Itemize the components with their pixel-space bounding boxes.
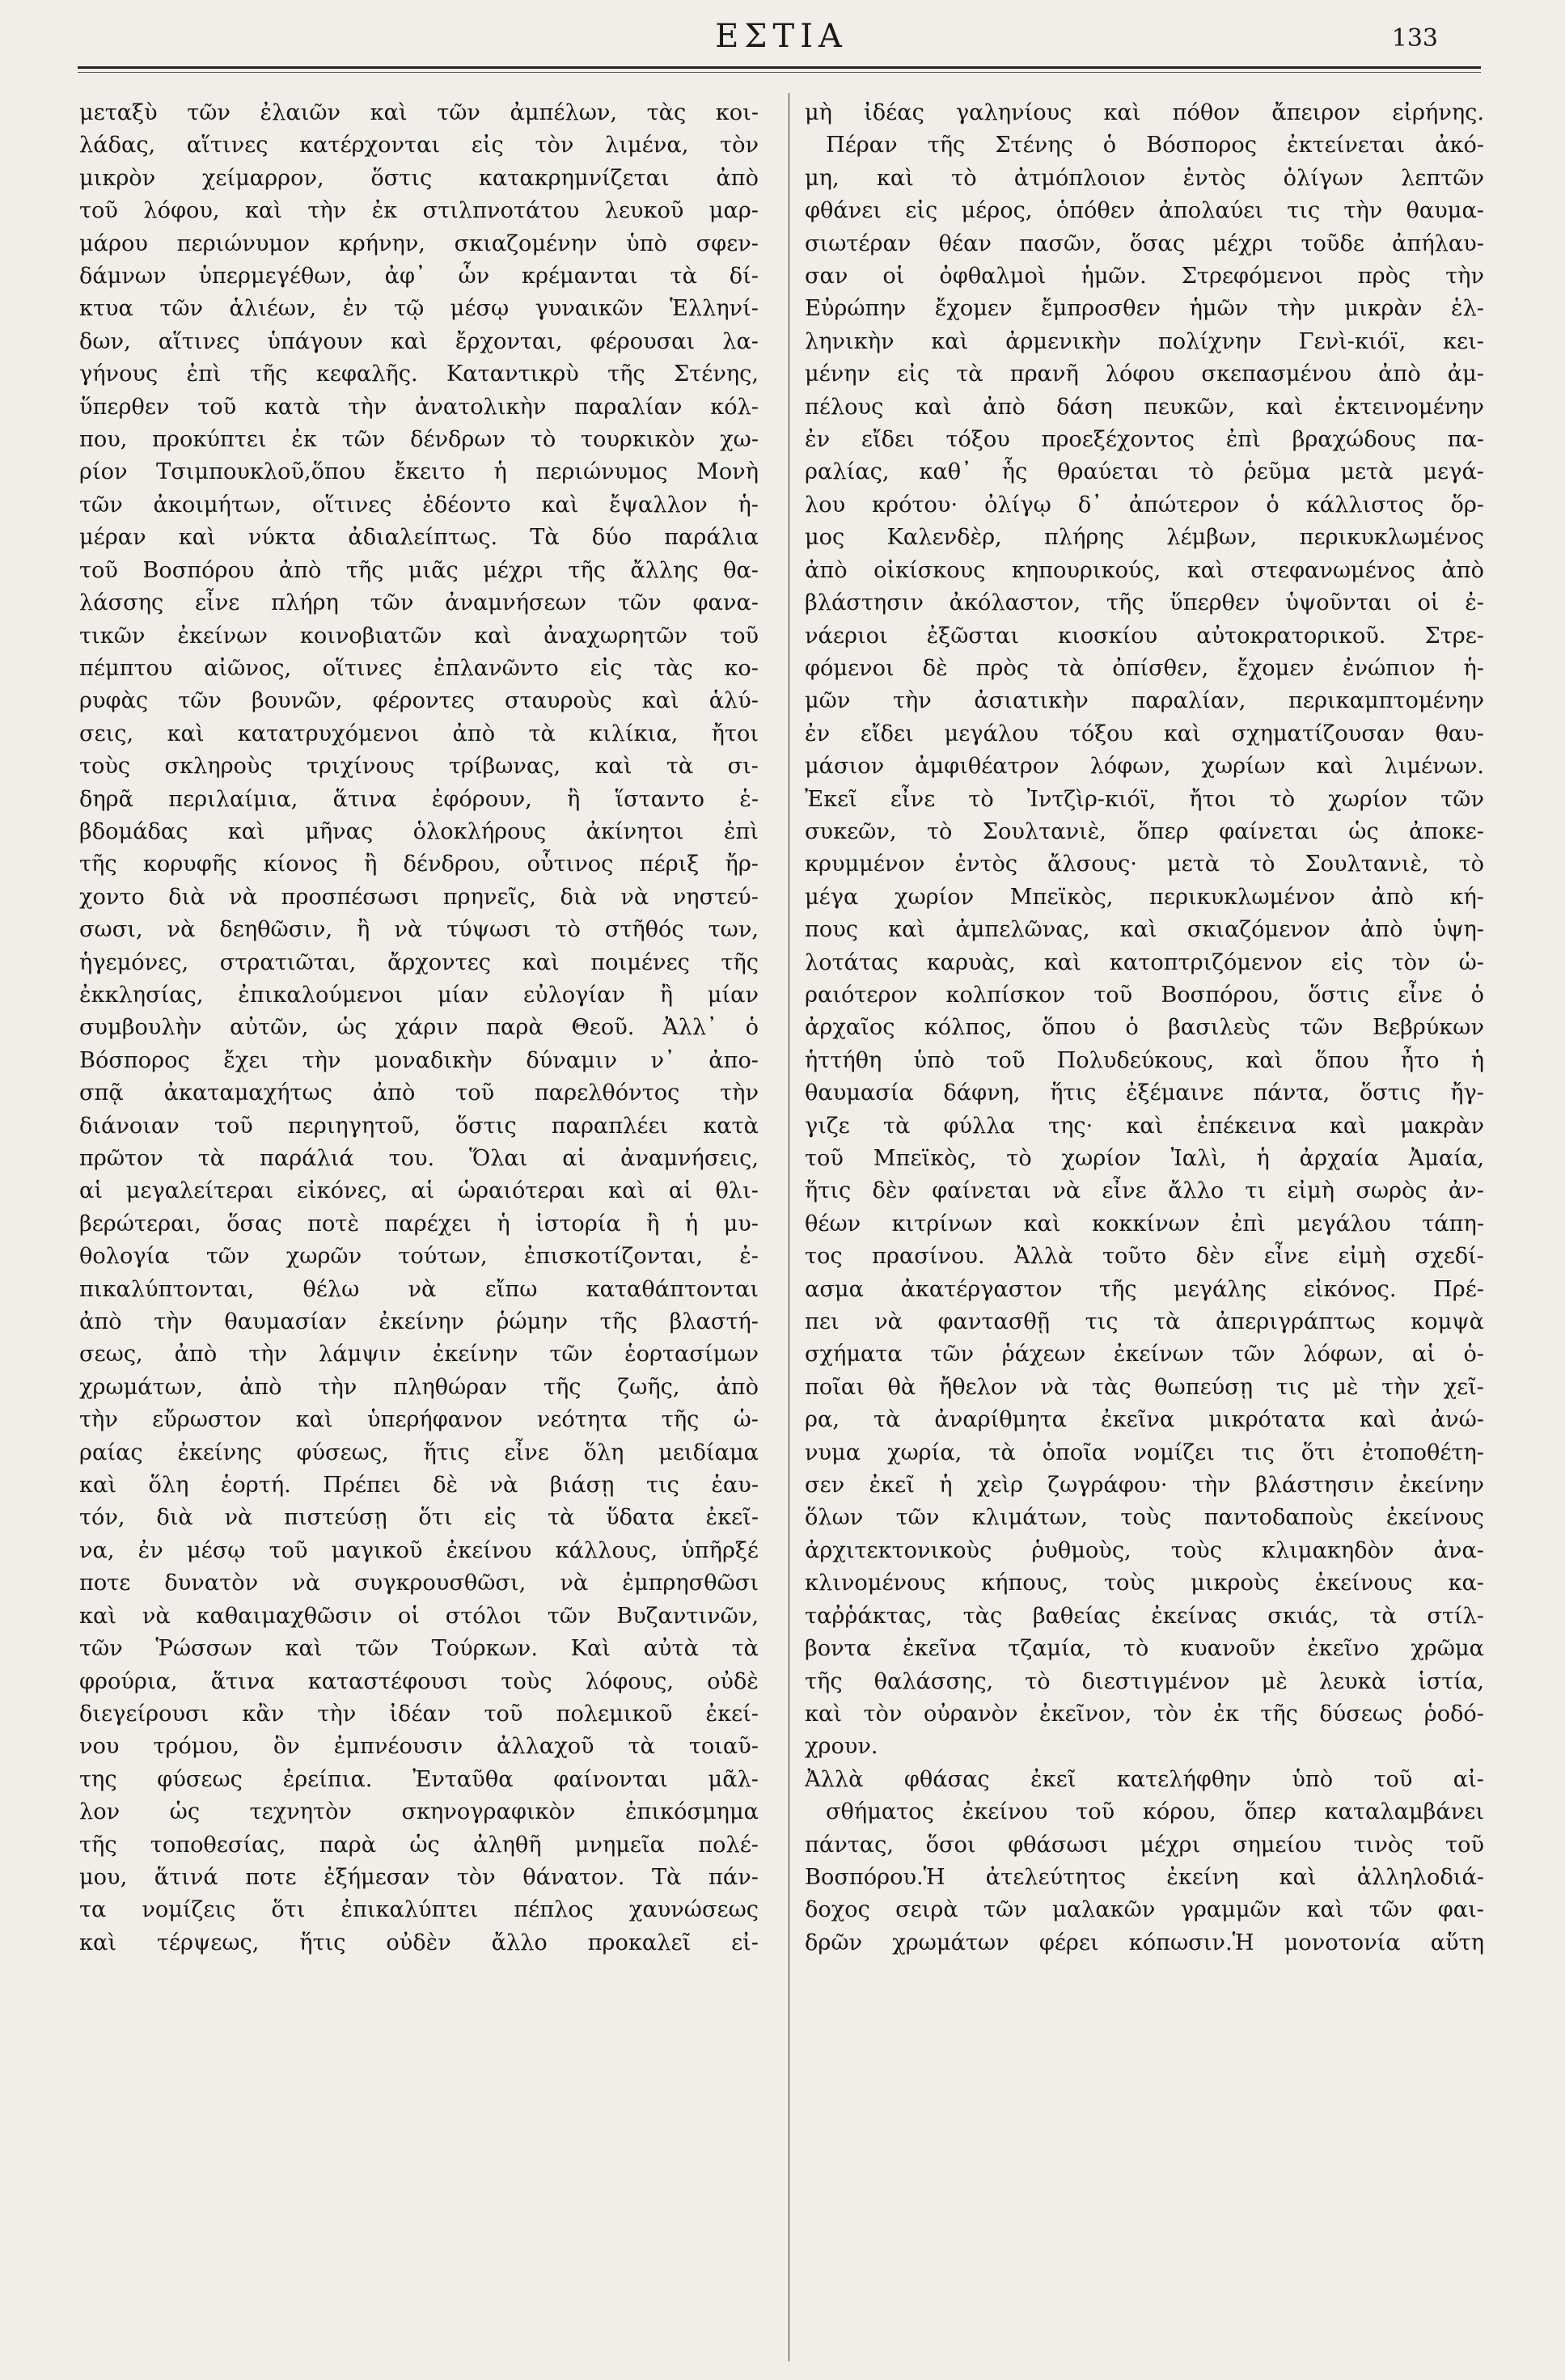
text-line: νου τρόμου, ὃν ἐμπνέουσιν ἀλλαχοῦ τὰ τοιαῦ-	[79, 1734, 759, 1760]
text-line: χοντο διὰ νὰ προσπέσωσι πρηνεῖς, διὰ νὰ νηστεύ-	[79, 884, 759, 910]
text-line: Πέραν τῆς Στένης ὁ Βόσπορος ἐκτείνεται ἀκό-	[826, 133, 1484, 159]
text-line: ασμα ἀκατέργαστον τῆς μεγάλης εἰκόνος. Πρέ-	[805, 1276, 1484, 1302]
text-column-right	[805, 97, 1484, 2353]
text-line: ὕπερθεν τοῦ κατὰ τὴν ἀνατολικὴν παραλίαν κόλ-	[79, 394, 759, 420]
text-line: που, προκύπτει ἐκ τῶν δένδρων τὸ τουρκικὸν χω-	[79, 427, 759, 453]
text-line: Εὐρώπην ἔχομεν ἔμπροσθεν ἡμῶν τὴν μικρὰν ἑλ-	[805, 296, 1484, 322]
text-line: ἀρχιτεκτονικοὺς ῥυθμοὺς, τοὺς κλιμακηδὸν ἀνα-	[805, 1537, 1484, 1563]
text-line: σιωτέραν θέαν πασῶν, ὅσας μέχρι τοῦδε ἀπήλαυ-	[805, 230, 1484, 256]
text-line: δοχος σειρὰ τῶν μαλακῶν γραμμῶν καὶ τῶν φαι-	[805, 1897, 1484, 1923]
text-line: μέραν καὶ νύκτα ἀδιαλείπτως. Τὰ δύο παράλια	[79, 525, 759, 551]
text-line: λάδας, αἵτινες κατέρχονται εἰς τὸν λιμένα, τὸν	[79, 133, 759, 159]
text-line: βοντα ἐκεῖνα τζαμία, τὸ κυανοῦν ἐκεῖνο χρῶμα	[805, 1636, 1484, 1662]
text-line: σωσι, νὰ δεηθῶσιν, ἢ νὰ τύψωσι τὸ στῆθός των,	[79, 917, 759, 943]
text-line: νυμα χωρία, τὰ ὁποῖα νομίζει τις ὅτι ἐτοποθέτη-	[805, 1439, 1484, 1465]
text-line: τοῦ Μπεϊκὸς, τὸ χωρίον Ἰαλὶ, ἡ ἀρχαία Ἀμαία,	[805, 1146, 1484, 1171]
header-rule-thin	[78, 72, 1481, 73]
text-line: ρίον Τσιμπουκλοῦ,ὅπου ἔκειτο ἡ περιώνυμος Μονὴ	[79, 459, 759, 485]
text-line: τα νομίζεις ὅτι ἐπικαλύπτει πέπλος χαυνώσεως	[79, 1897, 759, 1923]
text-line: της φύσεως ἐρείπια. Ἐνταῦθα φαίνονται μᾶλ-	[79, 1766, 759, 1792]
text-line: ὅλων τῶν κλιμάτων, τοὺς παντοδαποὺς ἐκείνους	[805, 1505, 1484, 1531]
text-line: βερώτεραι, ὅσας ποτὲ παρέχει ἡ ἱστορία ἢ ἡ μυ-	[79, 1211, 759, 1237]
text-line: πέμπτου αἰῶνος, οἵτινες ἐπλανῶντο εἰς τὰς κο-	[79, 655, 759, 681]
text-line: τόν, διὰ νὰ πιστεύσῃ ὅτι εἰς τὰ ὕδατα ἐκεῖ-	[79, 1505, 759, 1531]
text-line: φόμενοι δὲ πρὸς τὰ ὀπίσθεν, ἔχομεν ἐνώπιον ἡ-	[805, 655, 1484, 681]
text-line: ποῖαι θὰ ἤθελον νὰ τὰς θωπεύσῃ τις μὲ τὴν χεῖ-	[805, 1374, 1484, 1400]
text-line: ἐκκλησίας, ἐπικαλούμενοι μίαν εὐλογίαν ἢ μίαν	[79, 982, 759, 1008]
text-line: σχήματα τῶν ῥάχεων ἐκείνων τῶν λόφων, αἱ ὁ-	[805, 1342, 1484, 1368]
text-line: τῆς θαλάσσης, τὸ διεστιγμένον μὲ λευκὰ ἱστία,	[805, 1668, 1484, 1694]
text-line: μικρὸν χείμαρρον, ὅστις κατακρημνίζεται ἀπὸ	[79, 165, 759, 191]
text-line: σεν ἐκεῖ ἡ χεὶρ ζωγράφου· τὴν βλάστησιν ἐκείνην	[805, 1473, 1484, 1499]
text-line: ταῤῥάκτας, τὰς βαθείας ἐκείνας σκιάς, τὰ στίλ-	[805, 1603, 1484, 1629]
text-line: μεταξὺ τῶν ἐλαιῶν καὶ τῶν ἀμπέλων, τὰς κοι-	[79, 100, 759, 125]
text-line: λοτάτας καρυὰς, καὶ κατοπτριζόμενον εἰς τὸν ὡ-	[805, 949, 1484, 975]
text-line: μάσιον ἀμφιθέατρον λόφων, χωρίων καὶ λιμένων.	[805, 754, 1484, 780]
text-line: πικαλύπτονται, θέλω νὰ εἴπω καταθάπτονται	[79, 1276, 759, 1302]
text-line: ραιότερον κολπίσκον τοῦ Βοσπόρου, ὅστις εἶνε ὁ	[805, 982, 1484, 1008]
text-line: δάμνων ὑπερμεγέθων, ἀφ᾽ ὧν κρέμανται τὰ δί-	[79, 264, 759, 290]
text-line: μου, ἅτινά ποτε ἐξήμεσαν τὸν θάνατον. Τὰ πάν-	[79, 1864, 759, 1890]
text-line: δων, αἵτινες ὑπάγουν καὶ ἔρχονται, φέρουσαι λα-	[79, 328, 759, 354]
text-line: ραλίας, καθ᾽ ἧς θραύεται τὸ ῥεῦμα μετὰ μεγά-	[805, 459, 1484, 485]
text-line: βδομάδας καὶ μῆνας ὁλοκλήρους ἀκίνητοι ἐπὶ	[79, 818, 759, 844]
text-line: θολογία τῶν χωρῶν τούτων, ἐπισκοτίζονται, ἐ-	[79, 1244, 759, 1270]
text-line: μῶν τὴν ἀσιατικὴν παραλίαν, περικαμπτομένην	[805, 688, 1484, 714]
text-line: σπᾷ ἀκαταμαχήτως ἀπὸ τοῦ παρελθόντος τὴν	[79, 1080, 759, 1106]
text-line: σεως, ἀπὸ τὴν λάμψιν ἐκείνην τῶν ἑορτασίμων	[79, 1342, 759, 1368]
text-line: διάνοιαν τοῦ περιηγητοῦ, ὅστις παραπλέει κατὰ	[79, 1113, 759, 1139]
text-line: δρῶν χρωμάτων φέρει κόπωσιν.Ἡ μονοτονία αὕτη	[805, 1930, 1484, 1955]
text-line: τὴν εὔρωστον καὶ ὑπερήφανον νεότητα τῆς ὡ-	[79, 1407, 759, 1433]
text-line: δηρᾶ περιλαίμια, ἅτινα ἐφόρουν, ἢ ἵσταντο ἑ-	[79, 786, 759, 812]
text-line: Ἀλλὰ φθάσας ἐκεῖ κατελήφθην ὑπὸ τοῦ αἰ-	[805, 1766, 1484, 1792]
text-line: διεγείρουσι κἂν τὴν ἰδέαν τοῦ πολεμικοῦ ἐκεί-	[79, 1701, 759, 1727]
text-line: νάεριοι ἐξῶσται κιοσκίου αὐτοκρατορικοῦ. Στρε-	[805, 623, 1484, 649]
text-line: λάσσης εἶνε πλήρη τῶν ἀναμνήσεων τῶν φανα-	[79, 590, 759, 616]
text-line: πέλους καὶ ἀπὸ δάση πευκῶν, καὶ ἐκτεινομένην	[805, 394, 1484, 420]
text-line: ἀπὸ οἰκίσκους κηπουρικούς, καὶ στεφανωμένος ἀπὸ	[805, 557, 1484, 583]
text-line: φθάνει εἰς μέρος, ὁπόθεν ἀπολαύει τις τὴν θαυμα-	[805, 198, 1484, 224]
text-line: ποτε δυνατὸν νὰ συγκρουσθῶσι, νὰ ἐμπρησθῶσι	[79, 1570, 759, 1596]
text-line: θαυμασία δάφνη, ἥτις ἐξέμαινε πάντα, ὅστις ἤγ-	[805, 1080, 1484, 1106]
text-line: ἥτις δὲν φαίνεται νὰ εἶνε ἄλλο τι εἰμὴ σωρὸς ἀν-	[805, 1178, 1484, 1204]
text-line: τοὺς σκληροὺς τριχίνους τρίβωνας, καὶ τὰ σι-	[79, 754, 759, 780]
text-line: γιζε τὰ φύλλα της· καὶ ἐπέκεινα καὶ μακρὰν	[805, 1113, 1484, 1139]
text-line: Ἐκεῖ εἶνε τὸ Ἰντζὶρ-κιόϊ, ἤτοι τὸ χωρίον τῶν	[805, 786, 1484, 812]
text-line: πει νὰ φαντασθῇ τις τὰ ἀπεριγράπτως κομψὰ	[805, 1309, 1484, 1335]
text-line: ρα, τὰ ἀναρίθμητα ἐκεῖνα μικρότατα καὶ ἀνώ-	[805, 1407, 1484, 1433]
text-line: Βόσπορος ἔχει τὴν μοναδικὴν δύναμιν ν᾽ ἀπο-	[79, 1047, 759, 1073]
running-title: ΕΣΤΙΑ	[715, 18, 848, 55]
text-line: κλινομένους κήπους, τοὺς μικροὺς ἐκείνους κα-	[805, 1570, 1484, 1596]
text-line: ἐν εἴδει μεγάλου τόξου καὶ σχηματίζουσαν θαυ-	[805, 721, 1484, 746]
page-number: 133	[1391, 24, 1438, 53]
text-line: τοῦ λόφου, καὶ τὴν ἐκ στιλπνοτάτου λευκοῦ μαρ-	[79, 198, 759, 224]
text-line: θέων κιτρίνων καὶ κοκκίνων ἐπὶ μεγάλου τάπη-	[805, 1211, 1484, 1237]
text-line: ρυφὰς τῶν βουνῶν, φέροντες σταυροὺς καὶ ἁλύ-	[79, 688, 759, 714]
text-line: καὶ τὸν οὐρανὸν ἐκεῖνον, τὸν ἐκ τῆς δύσεως ῥοδό-	[805, 1701, 1484, 1727]
text-line: κρυμμένον ἐντὸς ἄλσους· μετὰ τὸ Σουλτανιὲ, τὸ	[805, 852, 1484, 877]
text-line: πους καὶ ἀμπελῶνας, καὶ σκιαζόμενον ἀπὸ ὑψη-	[805, 917, 1484, 943]
text-line: μος Καλενδὲρ, πλήρης λέμβων, περικυκλωμένος	[805, 525, 1484, 551]
text-line: Βοσπόρου.Ἡ ἀτελεύτητος ἐκείνη καὶ ἀλληλοδιά-	[805, 1864, 1484, 1890]
text-line: τοῦ Βοσπόρου ἀπὸ τῆς μιᾶς μέχρι τῆς ἄλλης θα-	[79, 557, 759, 583]
text-line: καὶ νὰ καθαιμαχθῶσιν οἱ στόλοι τῶν Βυζαντινῶν,	[79, 1603, 759, 1629]
text-line: καὶ τέρψεως, ἥτις οὐδὲν ἄλλο προκαλεῖ εἰ-	[79, 1930, 759, 1955]
header-rule	[78, 66, 1481, 69]
text-line: σεις, καὶ κατατρυχόμενοι ἀπὸ τὰ κιλίκια, ἤτοι	[79, 721, 759, 746]
text-line: βλάστησιν ἀκόλαστον, τῆς ὕπερθεν ὑψοῦνται οἱ ἐ-	[805, 590, 1484, 616]
text-line: μένην εἰς τὰ πρανῆ λόφου σκεπασμένου ἀπὸ ἀμ-	[805, 361, 1484, 387]
text-line: τικῶν ἐκείνων κοινοβιατῶν καὶ ἀναχωρητῶν τοῦ	[79, 623, 759, 649]
text-line: ἡγεμόνες, στρατιῶται, ἄρχοντες καὶ ποιμένες τῆς	[79, 949, 759, 975]
text-line: ἡττήθη ὑπὸ τοῦ Πολυδεύκους, καὶ ὅπου ἦτο ἡ	[805, 1047, 1484, 1073]
text-line: να, ἐν μέσῳ τοῦ μαγικοῦ ἐκείνου κάλλους, ὑπῆρξέ	[79, 1537, 759, 1563]
text-line: χρουν.	[805, 1734, 878, 1760]
text-line: τῶν ἀκοιμήτων, οἵτινες ἐδέοντο καὶ ἔψαλλον ἡ-	[79, 492, 759, 518]
text-line: τῶν Ῥώσσων καὶ τῶν Τούρκων. Καὶ αὐτὰ τὰ	[79, 1636, 759, 1662]
text-line: τῆς τοποθεσίας, παρὰ ὡς ἀληθῆ μνημεῖα πολέ-	[79, 1832, 759, 1858]
text-line: χρωμάτων, ἀπὸ τὴν πληθώραν τῆς ζωῆς, ἀπὸ	[79, 1374, 759, 1400]
text-line: φρούρια, ἅτινα καταστέφουσι τοὺς λόφους, οὐδὲ	[79, 1668, 759, 1694]
text-line: μάρου περιώνυμον κρήνην, σκιαζομένην ὑπὸ σφεν-	[79, 230, 759, 256]
text-line: σαν οἱ ὀφθαλμοὶ ἡμῶν. Στρεφόμενοι πρὸς τὴν	[805, 264, 1484, 290]
text-line: ληνικὴν καὶ ἀρμενικὴν πολίχνην Γενὶ-κιόϊ, κει-	[805, 328, 1484, 354]
text-line: γήνους ἐπὶ τῆς κεφαλῆς. Καταντικρὺ τῆς Στένης,	[79, 361, 759, 387]
page-header	[78, 18, 1485, 66]
text-line: πάντας, ὅσοι φθάσωσι μέχρι σημείου τινὸς τοῦ	[805, 1832, 1484, 1858]
text-line: μέγα χωρίον Μπεϊκὸς, περικυκλωμένον ἀπὸ κή-	[805, 884, 1484, 910]
text-column-left	[79, 97, 759, 2353]
text-line: ἀπὸ τὴν θαυμασίαν ἐκείνην ῥώμην τῆς βλαστή-	[79, 1309, 759, 1335]
text-line: ἀρχαῖος κόλπος, ὅπου ὁ βασιλεὺς τῶν Βεβρύκων	[805, 1015, 1484, 1041]
text-line: συκεῶν, τὸ Σουλτανιὲ, ὅπερ φαίνεται ὡς ἀποκε-	[805, 818, 1484, 844]
text-line: καὶ ὅλη ἑορτή. Πρέπει δὲ νὰ βιάσῃ τις ἑαυ-	[79, 1473, 759, 1499]
text-line: ἐν εἴδει τόξου προεξέχοντος ἐπὶ βραχώδους πα-	[805, 427, 1484, 453]
text-line: συμβουλὴν αὐτῶν, ὡς χάριν παρὰ Θεοῦ. Ἀλλ᾽ ὁ	[79, 1015, 759, 1041]
text-line: μὴ ἰδέας γαληνίους καὶ πόθον ἄπειρον εἰρήνης.	[805, 100, 1484, 125]
text-line: τῆς κορυφῆς κίονος ἢ δένδρου, οὗτινος πέριξ ἤρ-	[79, 852, 759, 877]
text-line: λου κρότου· ὀλίγῳ δ᾽ ἀπώτερον ὁ κάλλιστος ὅρ-	[805, 492, 1484, 518]
text-line: τος πρασίνου. Ἀλλὰ τοῦτο δὲν εἶνε εἰμὴ σχεδί-	[805, 1244, 1484, 1270]
text-line: κτυα τῶν ἁλιέων, ἐν τῷ μέσῳ γυναικῶν Ἑλληνί-	[79, 296, 759, 322]
text-line: πρῶτον τὰ παράλιά του. Ὅλαι αἱ ἀναμνήσεις,	[79, 1146, 759, 1171]
text-line: μη, καὶ τὸ ἀτμόπλοιον ἐντὸς ὀλίγων λεπτῶν	[805, 165, 1484, 191]
text-line: αἱ μεγαλείτεραι εἰκόνες, αἱ ὡραιότεραι καὶ αἱ θλι-	[79, 1178, 759, 1204]
text-line: λον ὡς τεχνητὸν σκηνογραφικὸν ἐπικόσμημα	[79, 1799, 759, 1825]
text-line: σθήματος ἐκείνου τοῦ κόρου, ὅπερ καταλαμβάνει	[826, 1799, 1484, 1825]
text-line: ραίας ἐκείνης φύσεως, ἥτις εἶνε ὅλη μειδίαμα	[79, 1439, 759, 1465]
